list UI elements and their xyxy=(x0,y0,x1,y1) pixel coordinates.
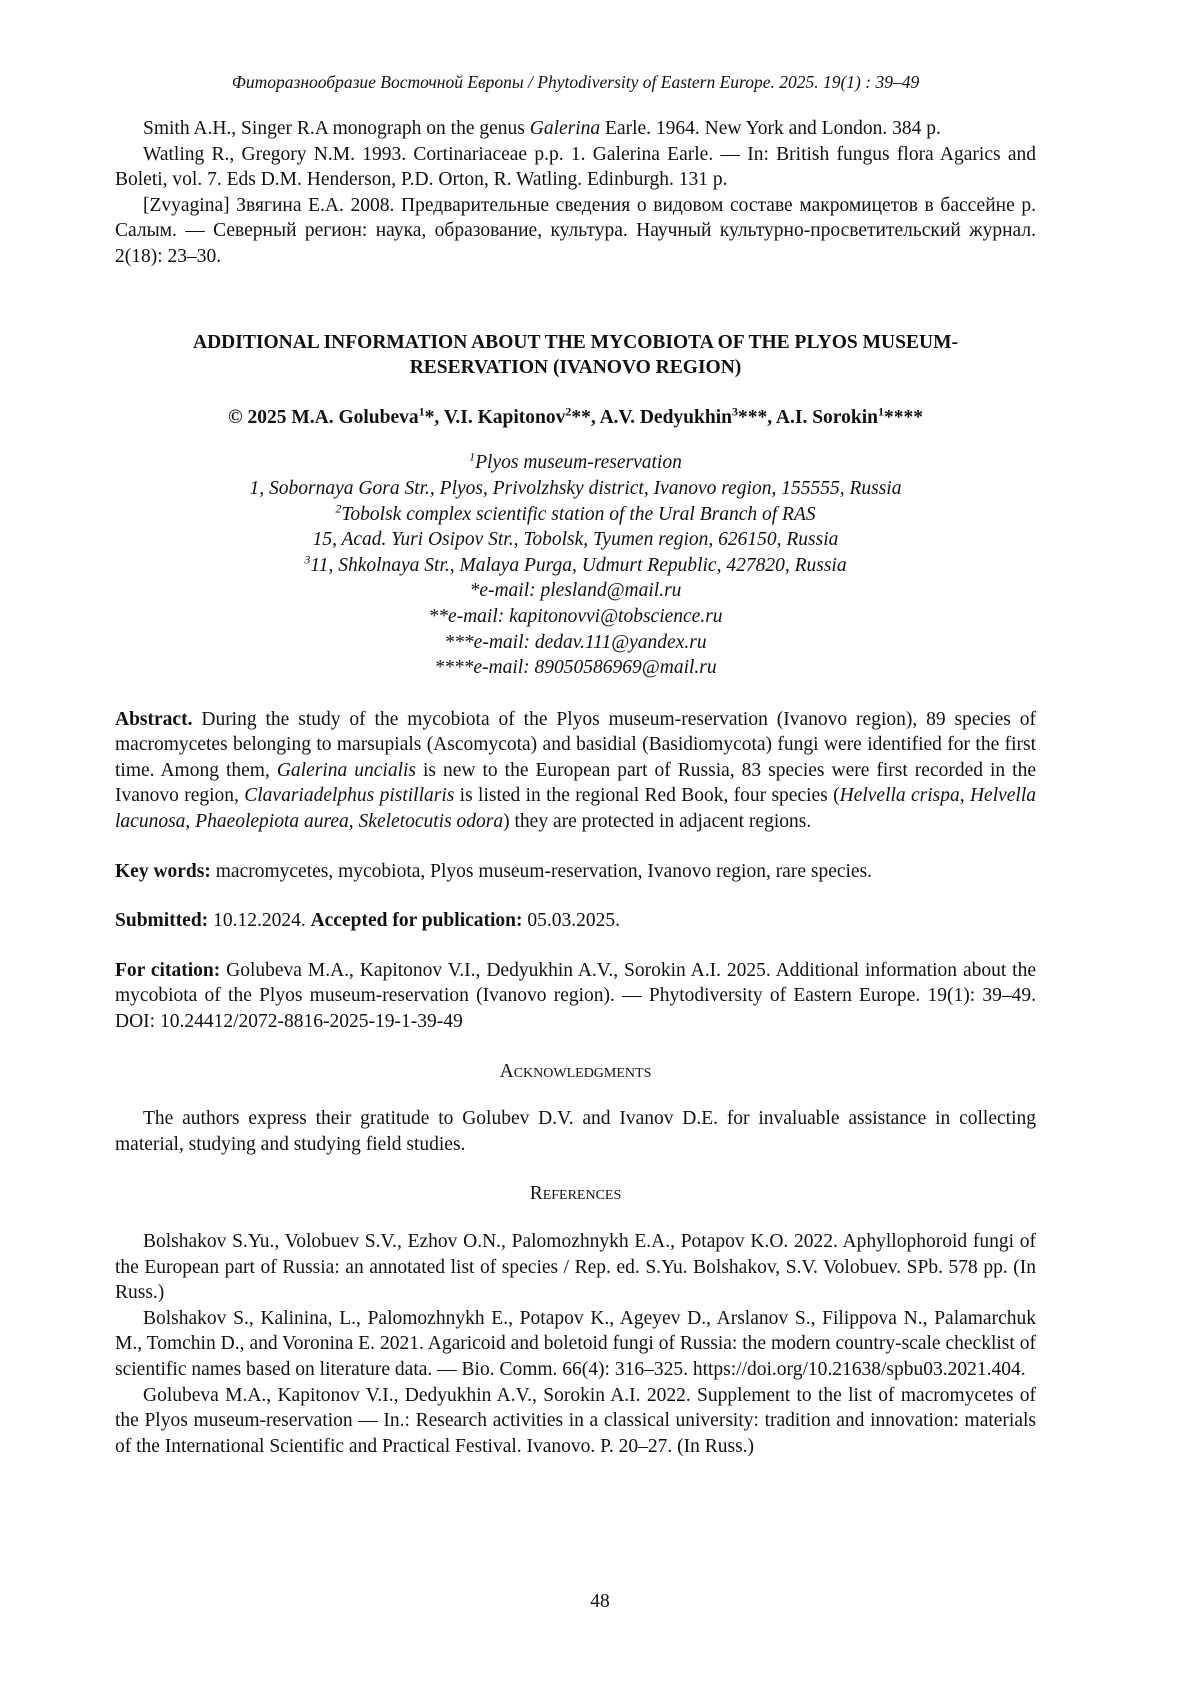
affiliation-line xyxy=(115,450,1036,476)
author xyxy=(600,407,776,428)
affil-text: 1, Sobornaya Gora Str., Plyos, Privolzhsky district, Ivanovo region, 155555, Russia xyxy=(250,478,902,499)
affil-sup: 3 xyxy=(304,552,310,566)
abstract-text: is new to the European part of Russia, 83 species were first recorded in the Ivanovo region, xyxy=(115,760,1036,807)
reference-item xyxy=(115,193,1036,270)
email-text: ***e-mail: dedav.111@yandex.ru xyxy=(444,632,706,653)
species-name: Helvella crispa xyxy=(840,785,960,806)
reference-item: Bolshakov S., Kalinina, L., Palomozhnykh E., Potapov K., Ageyev D., Arslanov S., Filippova N., Palamarchuk M., Tomchin D., and Voronina E. 2021. Agaricoid and boletoid fungi of Russia: the modern country-scale checklist of scientific names based on literature data. — Bio. Comm. 66(4): 316–325. https://doi.org/10.21638/spbu03.2021.404. xyxy=(115,1306,1036,1383)
page xyxy=(115,58,1036,1459)
species-name: Skeletocutis odora xyxy=(359,811,504,832)
reference-item xyxy=(115,142,1036,193)
abstract-label: Abstract. xyxy=(115,709,192,730)
affil-text: 11, Shkolnaya Str., Malaya Purga, Udmurt Republic, 427820, Russia xyxy=(310,555,846,576)
affil-text: 15, Acad. Yuri Osipov Str., Tobolsk, Tyumen region, 626150, Russia xyxy=(313,529,839,550)
accepted-date: 05.03.2025. xyxy=(523,910,621,931)
author-name: A.I. Sorokin xyxy=(776,407,878,428)
page-number: 48 xyxy=(0,1590,1200,1614)
author-mark: *** xyxy=(738,407,767,428)
reference-item: Bolshakov S.Yu., Volobuev S.V., Ezhov O.N., Palomozhnykh E.A., Potapov K.O. 2022. Aphyllophoroid fungi of the European part of Russia: an annotated list of species / Rep. ed. S.Yu. Bolshakov, S.V. Volobuev. SPb. 578 pp. (In Russ.) xyxy=(115,1229,1036,1306)
previous-references xyxy=(115,116,1036,270)
author-sep: , xyxy=(767,407,776,428)
reference-genus: Galerina xyxy=(530,118,600,139)
affil-sup: 2 xyxy=(335,501,341,515)
references-list xyxy=(115,1229,1036,1459)
abstract-text: , xyxy=(349,811,359,832)
running-head: Фиторазнообразие Восточной Европы / Phytodiversity of Eastern Europe. 2025. 19(1) : 39–49 xyxy=(115,70,1036,94)
email-line xyxy=(115,630,1036,656)
submitted-label: Submitted: xyxy=(115,910,208,931)
affiliations xyxy=(115,450,1036,680)
keywords xyxy=(115,859,1036,885)
affiliation-line xyxy=(115,476,1036,502)
email-text: *e-mail: plesland@mail.ru xyxy=(470,580,682,601)
email-line xyxy=(115,604,1036,630)
affil-sup: 1 xyxy=(469,450,475,464)
affiliation-line xyxy=(115,502,1036,528)
reference-text: Watling R., Gregory N.M. 1993. Cortinariaceae p.p. 1. Galerina Earle. — In: British fungus flora Agarics and Boleti, vol. 7. Eds D.M. Henderson, P.D. Orton, R. Watling. Edinburgh. 131 p. xyxy=(115,144,1036,191)
author-mark: **** xyxy=(884,407,923,428)
author-mark: * xyxy=(425,407,435,428)
author-affil-sup: 1 xyxy=(419,404,425,418)
reference-item: Golubeva M.A., Kapitonov V.I., Dedyukhin A.V., Sorokin A.I. 2022. Supplement to the list of macromycetes of the Plyos museum-reservation — In.: Research activities in a classical university: tradition and innovation: materials of the International Scientific and Practical Festival. Ivanovo. P. 20–27. (In Russ.) xyxy=(115,1383,1036,1460)
abstract-text: ) they are protected in adjacent regions. xyxy=(503,811,811,832)
citation-text: Golubeva M.A., Kapitonov V.I., Dedyukhin A.V., Sorokin A.I. 2025. Additional information about the mycobiota of the Plyos museum-reservation (Ivanovo region). — Phytodiversity of Eastern Europe. 19(1): 39–49. DOI: 10.24412/2072-8816-2025-19-1-39-49 xyxy=(115,960,1036,1032)
species-name: Clavariadelphus pistillaris xyxy=(244,785,454,806)
keywords-label: Key words: xyxy=(115,861,211,882)
acknowledgments-text: The authors express their gratitude to Golubev D.V. and Ivanov D.E. for invaluable assistance in collecting material, studying and studying field studies. xyxy=(115,1106,1036,1157)
citation xyxy=(115,958,1036,1035)
affil-text: Plyos museum-reservation xyxy=(475,452,682,473)
reference-text: Smith A.H., Singer R.A monograph on the genus xyxy=(143,118,530,139)
keywords-text: macromycetes, mycobiota, Plyos museum-reservation, Ivanovo region, rare species. xyxy=(211,861,872,882)
author-sep: , xyxy=(591,407,600,428)
affiliation-line xyxy=(115,553,1036,579)
email-text: ****e-mail: 89050586969@mail.ru xyxy=(434,657,716,678)
reference-text: Earle. 1964. New York and London. 384 p. xyxy=(600,118,941,139)
author-affil-sup: 2 xyxy=(565,404,571,418)
author xyxy=(291,407,443,428)
citation-label: For citation: xyxy=(115,960,220,981)
author-affil-sup: 3 xyxy=(732,404,738,418)
abstract-text: During the study of the mycobiota of the Plyos museum-reservation (Ivanovo region), 89 species of macromycetes belonging to marsupials (Ascomycota) and basidial (Basidiomycota) fungi were identified for the first time. Among them, xyxy=(115,709,1036,781)
abstract-text: , xyxy=(960,785,970,806)
references-heading: References xyxy=(115,1181,1036,1207)
accepted-label: Accepted for publication: xyxy=(311,910,523,931)
reference-text: [Zvyagina] Звягина Е.А. 2008. Предварительные сведения о видовом составе макромицетов в бассейне р. Салым. — Северный регион: наука, образование, культура. Научный культурно-просветительский журнал. 2(18): 23–30. xyxy=(115,195,1036,267)
abstract xyxy=(115,707,1036,835)
author-line xyxy=(115,405,1036,431)
author-name: V.I. Kapitonov xyxy=(444,407,566,428)
abstract-text: , xyxy=(185,811,195,832)
dates xyxy=(115,908,1036,934)
author-sep: , xyxy=(434,407,443,428)
author-name: A.V. Dedyukhin xyxy=(600,407,732,428)
author-name: M.A. Golubeva xyxy=(291,407,418,428)
copyright: © 2025 xyxy=(228,407,286,428)
email-line xyxy=(115,578,1036,604)
affil-text: Tobolsk complex scientific station of the Ural Branch of RAS xyxy=(341,504,815,525)
author xyxy=(776,407,923,428)
email-line xyxy=(115,655,1036,681)
submitted-date: 10.12.2024. xyxy=(208,910,310,931)
acknowledgments-heading: Acknowledgments xyxy=(115,1059,1036,1085)
abstract-text: is listed in the regional Red Book, four species ( xyxy=(454,785,839,806)
affiliation-line xyxy=(115,527,1036,553)
reference-item xyxy=(115,116,1036,142)
article-title: ADDITIONAL INFORMATION ABOUT THE MYCOBIOTA OF THE PLYOS MUSEUM-RESERVATION (IVANOVO REGION) xyxy=(135,330,1016,381)
species-name: Helvella lacunosa xyxy=(115,785,1036,832)
author-mark: ** xyxy=(571,407,591,428)
species-name: Galerina uncialis xyxy=(277,760,416,781)
email-text: **e-mail: kapitonovvi@tobscience.ru xyxy=(428,606,722,627)
author-affil-sup: 1 xyxy=(878,404,884,418)
species-name: Phaeolepiota aurea xyxy=(195,811,349,832)
author xyxy=(444,407,600,428)
